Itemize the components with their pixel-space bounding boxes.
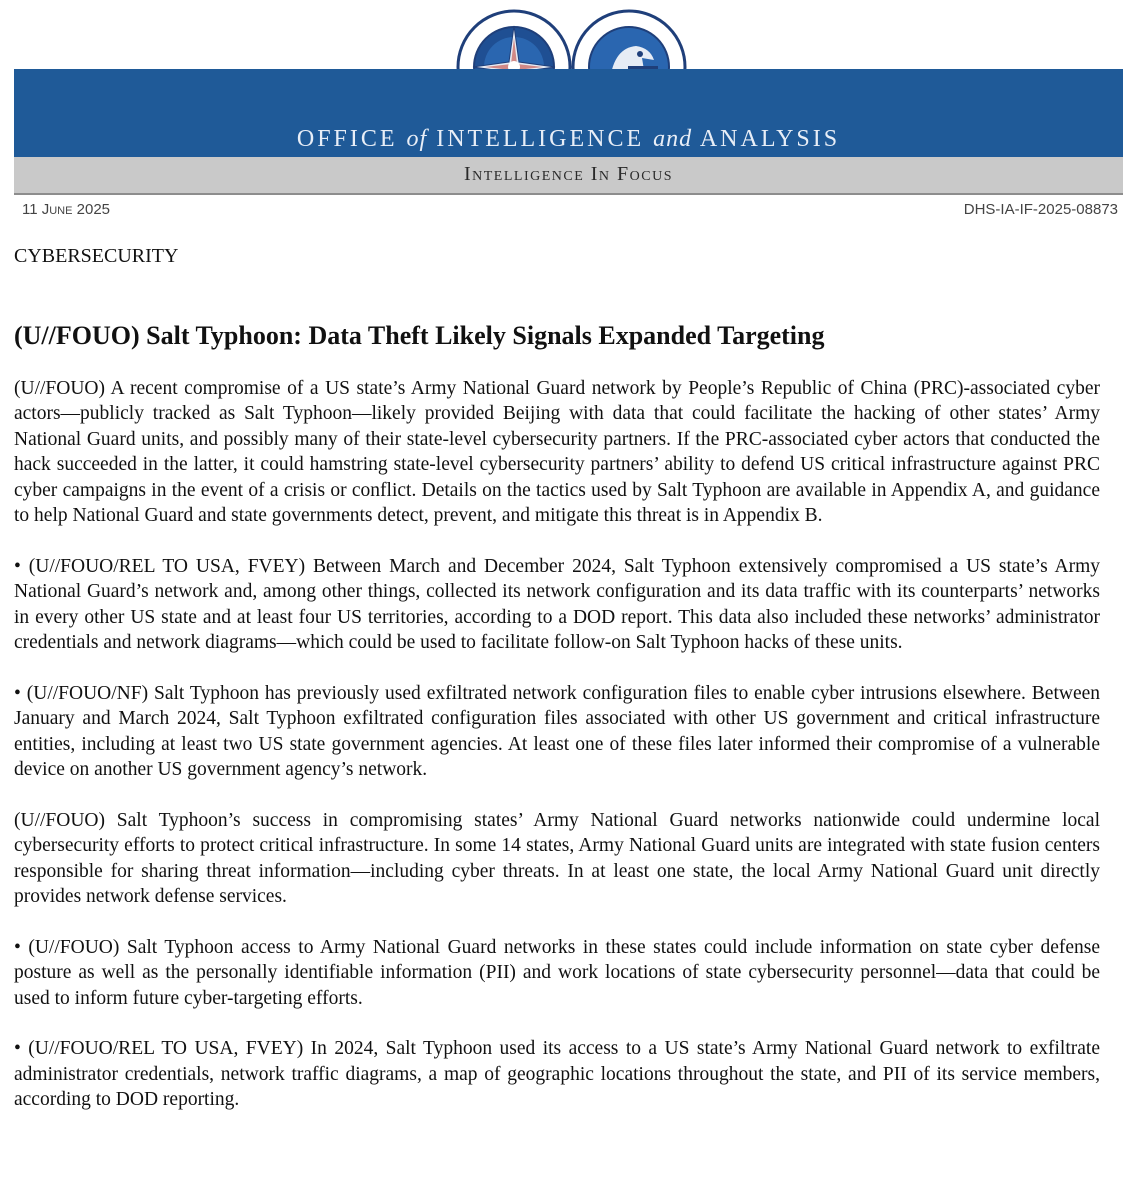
- paragraph-summary: (U//FOUO) A recent compromise of a US state’s Army National Guard network by People’s Republic of China (PRC)-associated cyber actors—publicly tracked as Salt Typhoon—likely provided Beijing with data that could facilitate the hacking of other states’ Army National Guard units, and possibly many of their state-level cybersecurity partners. If the PRC-associated cyber actors that conducted the hack succeeded in the latter, it could hamstring state-level cybersecurity partners’ ability to defend US critical infrastructure against PRC cyber campaigns in the event of a crisis or conflict. Details on the tactics used by Salt Typhoon are available in Appendix A, and guidance to help National Guard and state governments detect, prevent, and mitigate this threat is in Appendix B.: [14, 378, 1100, 527]
- bullet-paragraph: • (U//FOUO/REL TO USA, FVEY) In 2024, Salt Typhoon used its access to a US state’s Army National Guard network to exfiltrate administrator credentials, network traffic diagrams, a map of geographic locations throughout the state, and PII of its service members, according to DOD reporting.: [14, 1038, 1100, 1111]
- office-title: OFFICE of INTELLIGENCE and ANALYSIS: [296, 126, 841, 152]
- bullet-paragraph: • (U//FOUO/REL TO USA, FVEY) Between March and December 2024, Salt Typhoon extensively compromised a US state’s Army National Guard’s network and, among other things, collected its network configuration and its data traffic with its counterparts’ networks in every other US state and at least four US territories, according to a DOD report. This data also included these networks’ administrator credentials and network diagrams—which could be used to facilitate follow-on Salt Typhoon hacks of these units.: [14, 555, 1100, 654]
- category-label: CYBERSECURITY: [14, 245, 179, 267]
- paragraph-assessment: (U//FOUO) Salt Typhoon’s success in compromising states’ Army National Guard networks nationwide could undermine local cybersecurity efforts to protect critical infrastructure. In some 14 states, Army National Guard units are integrated with state fusion centers responsible for sharing threat information—including cyber threats. In at least one state, the local Army National Guard unit directly provides network defense services.: [14, 809, 1100, 908]
- product-line-bar: [14, 157, 1123, 195]
- document-date: 11 June 2025: [22, 201, 110, 218]
- document-title: (U//FOUO) Salt Typhoon: Data Theft Likely Signals Expanded Targeting: [14, 321, 825, 350]
- bullet-paragraph: • (U//FOUO) Salt Typhoon access to Army National Guard networks in these states could include information on state cyber defense posture as well as the personally identifiable information (PII) and work locations of state cybersecurity personnel—data that could be used to inform future cyber-targeting efforts.: [14, 936, 1100, 1009]
- document-id: DHS-IA-IF-2025-08873: [963, 201, 1118, 218]
- document-body: [14, 376, 1100, 1138]
- bullet-paragraph: • (U//FOUO/NF) Salt Typhoon has previously used exfiltrated network configuration files to enable cyber intrusions elsewhere. Between January and March 2024, Salt Typhoon exfiltrated configuration files associated with other US government and critical infrastructure entities, including at least two US state government agencies. At least one of these files later informed their compromise of a vulnerable device on another US government agency’s network.: [14, 682, 1100, 781]
- header-banner: [14, 69, 1123, 157]
- product-line: Intelligence In Focus: [463, 163, 674, 185]
